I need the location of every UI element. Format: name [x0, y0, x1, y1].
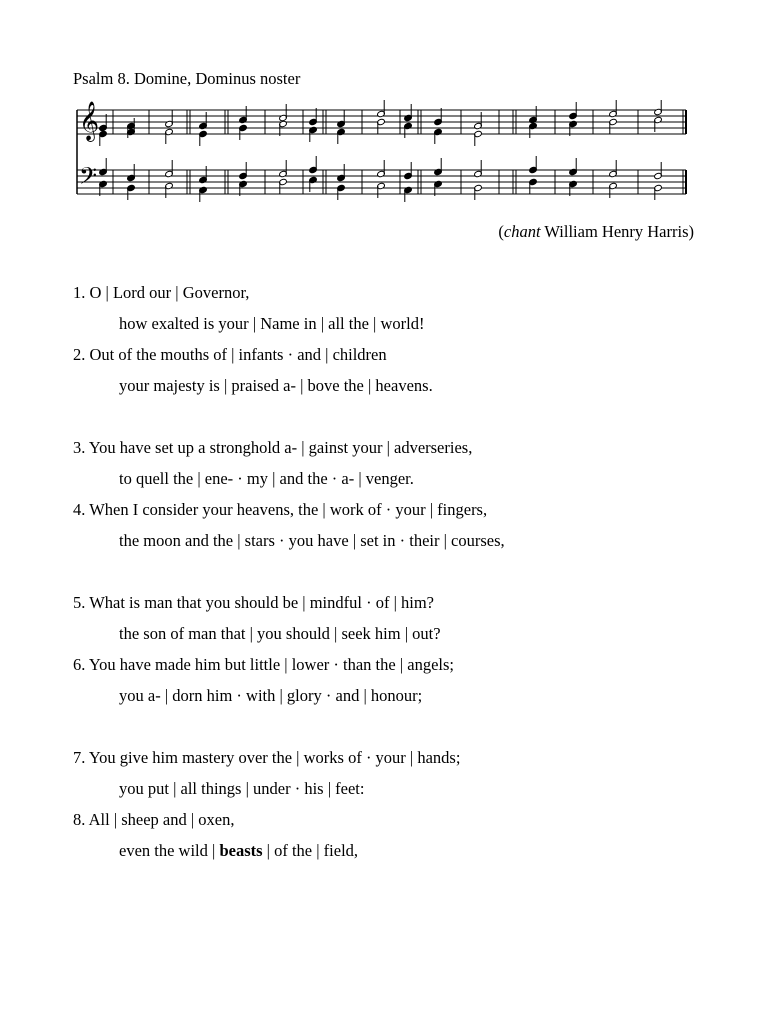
verse-2-line-2: your majesty is | praised a- | bove the | heavens. — [119, 376, 433, 395]
verse-3-line-2: to quell the | ene- · my | and the · a- | venger. — [119, 469, 414, 488]
credit-composer: William Henry Harris) — [540, 222, 694, 241]
verse-7-line-2: you put | all things | under · his | feet: — [119, 779, 365, 798]
verse-1-line-2: how exalted is your | Name in | all the | world! — [119, 314, 425, 333]
verse-8-line-2-end: | of the | field, — [262, 841, 359, 860]
verse-4-line-2: the moon and the | stars · you have | set in · their | courses, — [119, 531, 505, 550]
verse-6-line-2: you a- | dorn him · with | glory · and | honour; — [119, 686, 423, 705]
bass-clef-icon: 𝄢 — [79, 162, 98, 195]
verse-8-bold-word: beasts — [219, 841, 263, 860]
composer-credit — [498, 222, 694, 242]
chant-score — [73, 100, 690, 220]
credit-open: ( — [498, 222, 504, 241]
verse-8-line-2-start: even the wild | — [119, 841, 220, 860]
stanza-gap — [73, 407, 713, 438]
verse-1-line-1: 1. O | Lord our | Governor, — [73, 283, 250, 302]
verse-3-line-1: 3. You have set up a stronghold a- | gainst your | adverseries, — [73, 438, 473, 457]
verse-5-line-1: 5. What is man that you should be | mindful · of | him? — [73, 593, 435, 612]
credit-chant: chant — [503, 222, 541, 241]
stanza-gap — [73, 562, 713, 593]
verse-6-line-1: 6. You have made him but little | lower · than the | angels; — [73, 655, 454, 674]
psalm-verses — [73, 283, 713, 872]
verse-4-line-1: 4. When I consider your heavens, the | work of · your | fingers, — [73, 500, 488, 519]
verse-5-line-2: the son of man that | you should | seek him | out? — [119, 624, 441, 643]
stanza-gap — [73, 717, 713, 748]
verse-8-line-2 — [73, 841, 713, 872]
verse-2-line-1: 2. Out of the mouths of | infants · and | children — [73, 345, 387, 364]
treble-clef-icon: 𝄞 — [79, 101, 100, 141]
psalm-title: Psalm 8. Domine, Dominus noster — [73, 69, 301, 88]
verse-8-line-1: 8. All | sheep and | oxen, — [73, 810, 235, 829]
verse-7-line-1: 7. You give him mastery over the | works of · your | hands; — [73, 748, 461, 767]
